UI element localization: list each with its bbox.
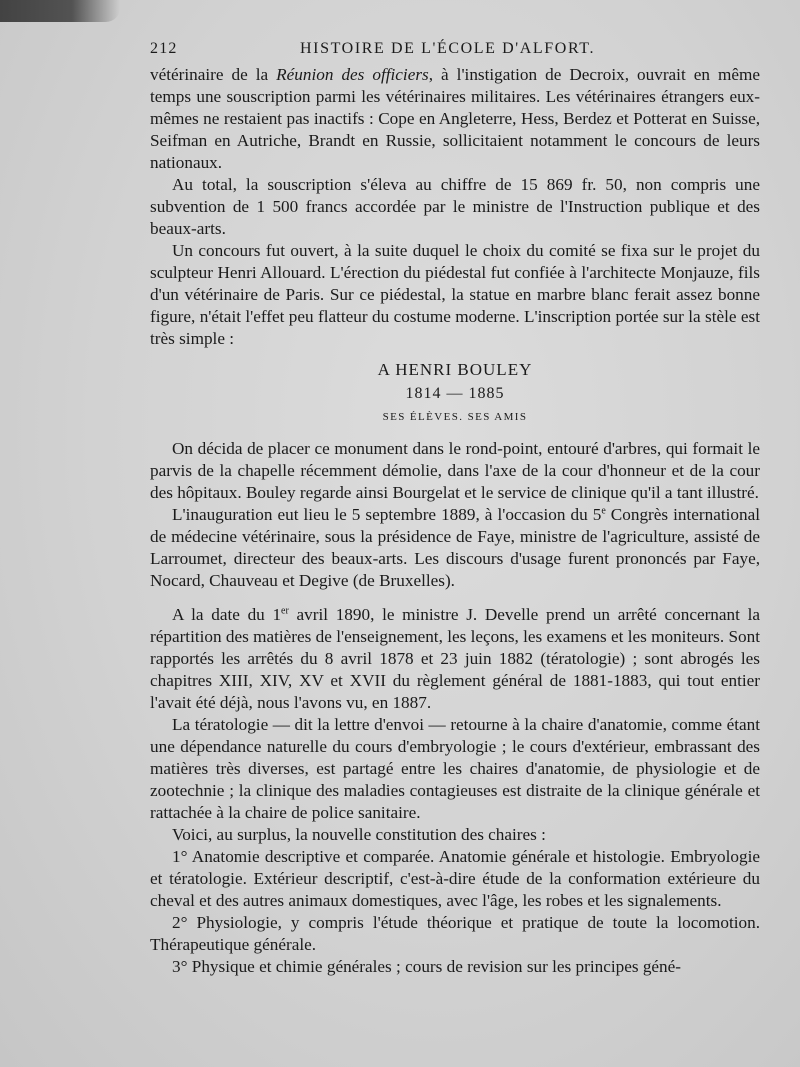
inscription-dates: 1814 — 1885: [405, 385, 505, 402]
running-head-title: HISTOIRE DE L'ÉCOLE D'ALFORT.: [300, 40, 596, 57]
inscription-name: A HENRI BOULEY: [377, 360, 533, 379]
page-number: 212: [150, 40, 178, 57]
paragraph-5-end: Congrès international de médecine vétérinaire, sous la présidence de Faye, ministre de l'agriculture, assisté de Larroumet, directeur des beaux-arts. Les discours d'usage furent prononcés par Faye, Nocard, Chauveau et Degive (de Bruxelles).: [150, 505, 760, 590]
page-content: [150, 40, 760, 978]
stele-inscription: [150, 358, 760, 428]
paragraph-10: 2° Physiologie, y compris l'étude théorique et pratique de toute la locomotion. Thérapeutique générale.: [150, 913, 760, 954]
paragraph-3: Un concours fut ouvert, à la suite duquel le choix du comité se fixa sur le projet du sculpteur Henri Allouard. L'érection du piédestal fut confiée à l'architecte Monjauze, fils d'un vétérinaire de Paris. Sur ce piédestal, la statue en marbre blanc ferait assez bonne figure, n'était l'effet peu flatteur du costume moderne. L'inscription portée sur la stèle est très simple :: [150, 241, 760, 348]
paragraph-6-superscript: er: [281, 605, 289, 617]
paragraph-5-start: L'inauguration eut lieu le 5 septembre 1889, à l'occasion du 5: [172, 505, 602, 524]
section-spacer: [150, 592, 760, 604]
inscription-subtitle: SES ÉLÈVES. SES AMIS: [382, 411, 528, 423]
paragraph-5-superscript: e: [601, 505, 606, 517]
paragraph-6: [150, 604, 760, 714]
paragraph-7: La tératologie — dit la lettre d'envoi — retourne à la chaire d'anatomie, comme étant une dépendance naturelle du cours d'embryologie ; le cours d'extérieur, embrassant des matières très diverses, est partagé entre les chaires d'anatomie, de physiologie et de zootechnie ; la clinique des maladies contagieuses est distraite de la clinique générale et rattachée à la chaire de police sanitaire.: [150, 715, 760, 822]
paragraph-1-end: , à l'instigation de Decroix, ouvrait en même temps une souscription parmi les vétérinaires militaires. Les vétérinaires étrangers eux-mêmes ne restaient pas inactifs : Cope en Angleterre, Hess, Berdez et Potterat en Suisse, Seifman en Autriche, Brandt en Russie, sollicitaient notamment le concours de leurs nationaux.: [150, 65, 760, 172]
page-corner-shadow: [0, 0, 120, 22]
running-head: [150, 40, 760, 64]
paragraph-8: Voici, au surplus, la nouvelle constitution des chaires :: [172, 825, 546, 844]
paragraph-6-end: avril 1890, le ministre J. Develle prend un arrêté concernant la répartition des matières de l'enseignement, les leçons, les examens et les moniteurs. Sont rapportés les arrêtés du 8 avril 1878 et 23 juin 1882 (tératologie) ; sont abrogés les chapitres XIII, XIV, XV et XVII du règlement général de 1881-1883, qui tout entier l'avait été déjà, nous l'avons vu, en 1887.: [150, 605, 760, 712]
paragraph-9: 1° Anatomie descriptive et comparée. Anatomie générale et histologie. Embryologie et tératologie. Extérieur descriptif, c'est-à-dire étude de la conformation extérieure du cheval et des autres animaux domestiques, avec l'âge, les robes et les signalements.: [150, 847, 760, 910]
paragraph-1: [150, 64, 760, 174]
paragraph-5: [150, 504, 760, 592]
paragraph-6-start: A la date du 1: [172, 605, 282, 624]
paragraph-1-italic: Réunion des officiers: [276, 65, 429, 84]
paragraph-2: Au total, la souscription s'éleva au chiffre de 15 869 fr. 50, non compris une subvention de 1 500 francs accordée par le ministre de l'Instruction publique et des beaux-arts.: [150, 175, 760, 238]
paragraph-1-start: vétérinaire de la: [150, 65, 277, 84]
paragraph-4: On décida de placer ce monument dans le rond-point, entouré d'arbres, qui formait le parvis de la chapelle récemment démolie, dans l'axe de la cour d'honneur et de la cour des hôpitaux. Bouley regarde ainsi Bourgelat et le service de clinique qu'il a tant illustré.: [150, 439, 760, 502]
paragraph-11: 3° Physique et chimie générales ; cours de revision sur les principes géné-: [172, 957, 681, 976]
